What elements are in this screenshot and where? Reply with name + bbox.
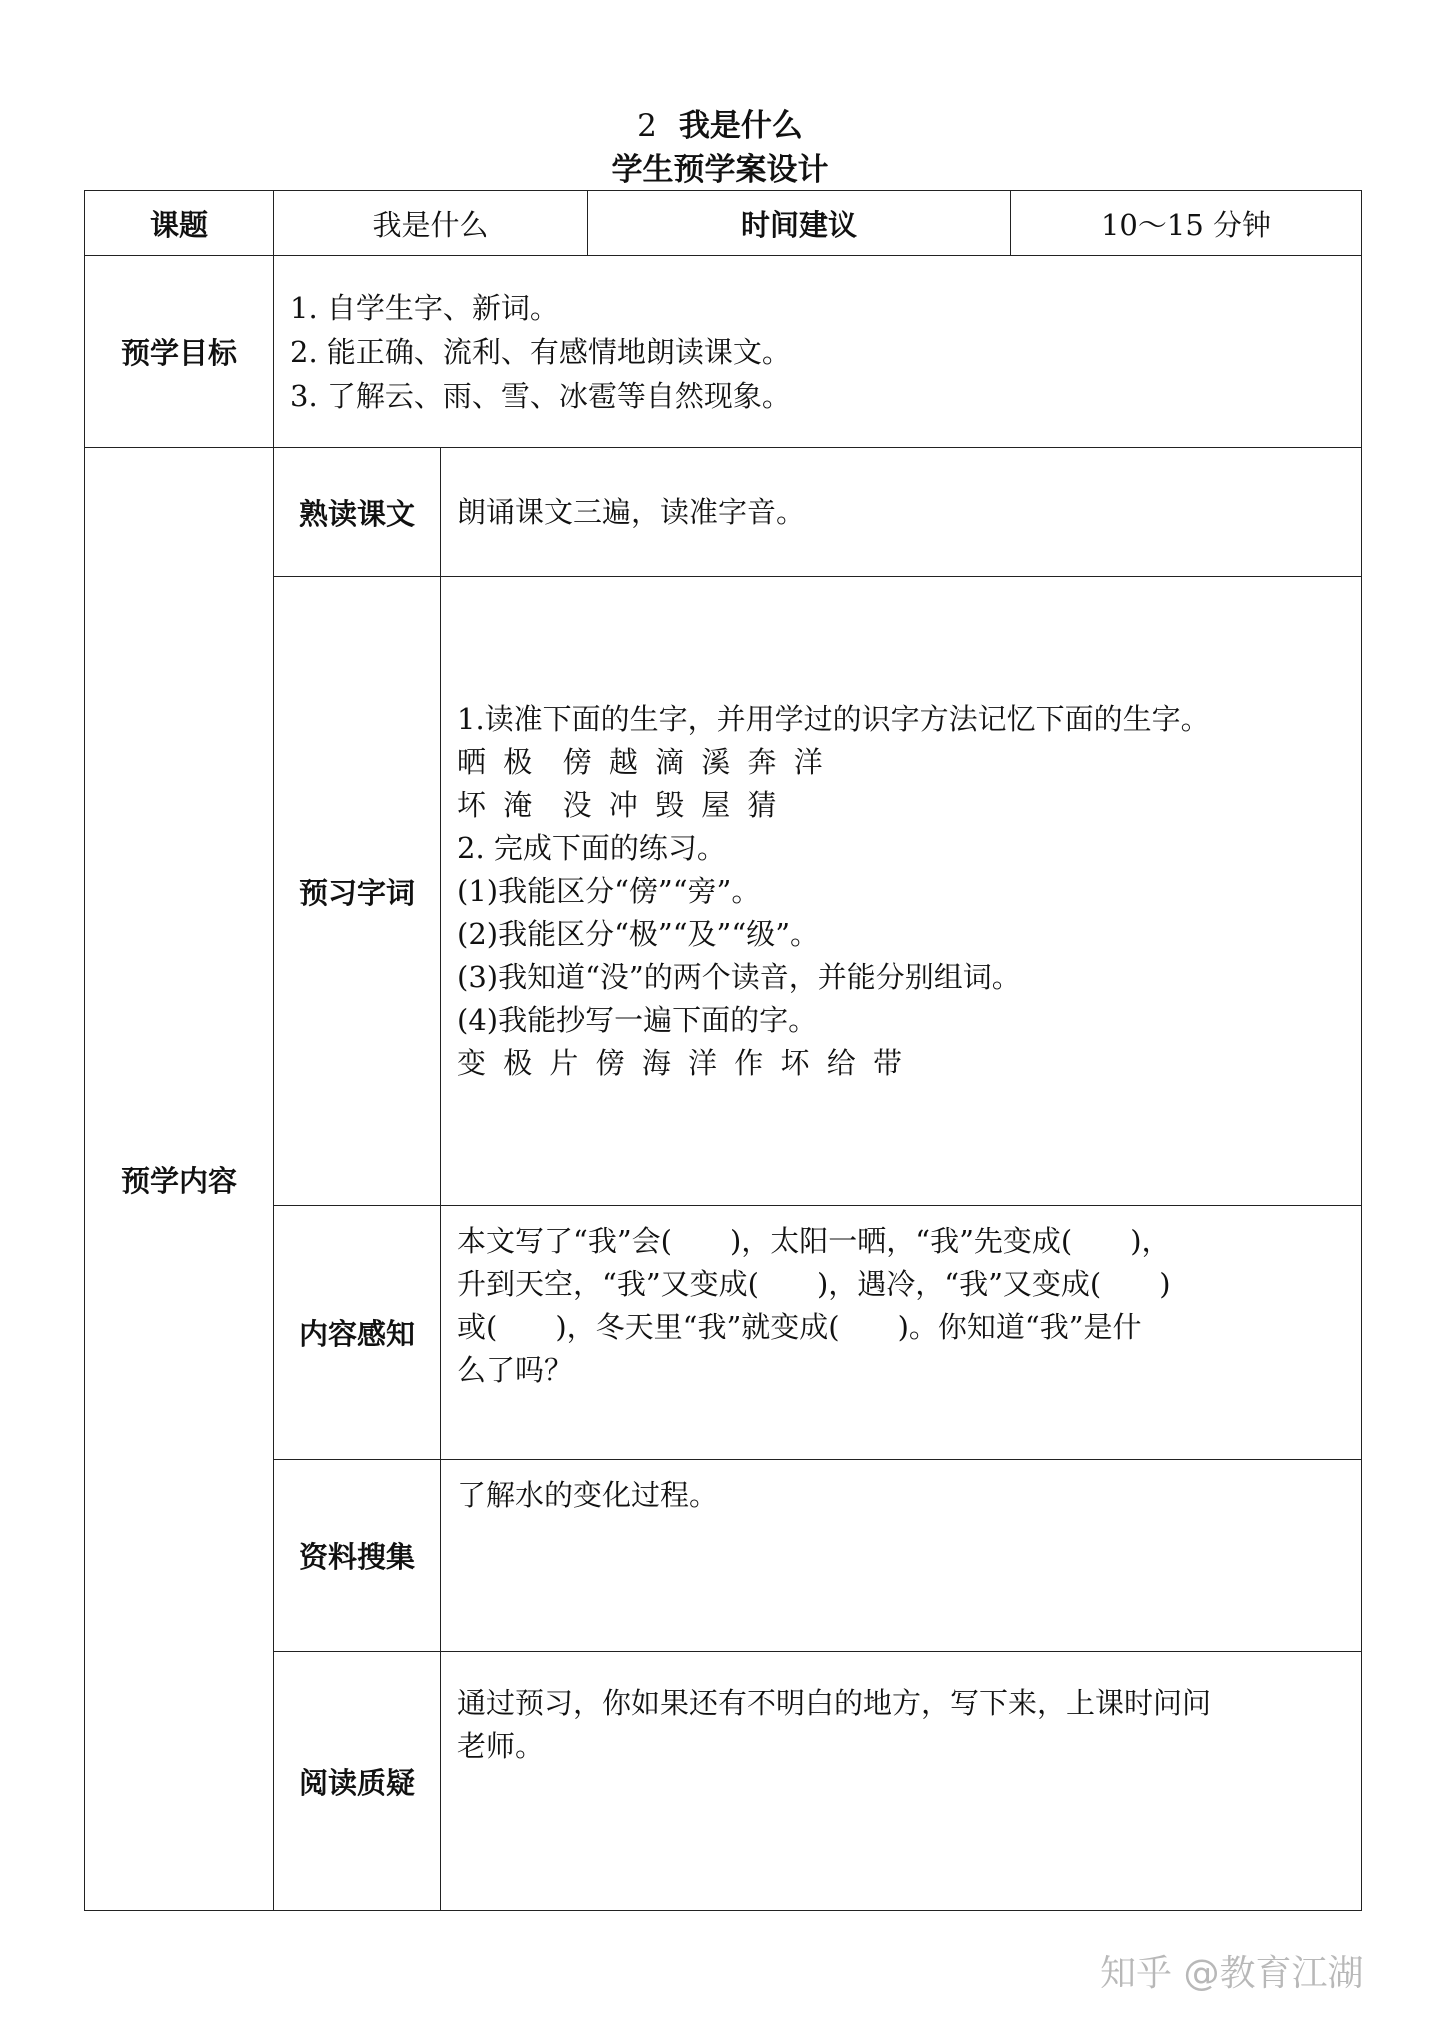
questions-line: 老师。 — [457, 1729, 545, 1763]
preview-words-label: 预习字词 — [273, 576, 441, 1206]
document-subtitle: 学生预学案设计 — [611, 152, 829, 188]
questions-label: 阅读质疑 — [273, 1651, 441, 1911]
comprehension-line: 么了吗？ — [457, 1353, 574, 1387]
preview-line: (1)我能区分“傍”“旁”。 — [457, 873, 761, 908]
questions-line: 通过预习，你如果还有不明白的地方，写下来，上课时问问 — [457, 1686, 1212, 1720]
topic-label: 课题 — [84, 190, 274, 256]
goal-item: 2. 能正确、流利、有感情地朗读课文。 — [290, 335, 791, 369]
comprehension-content — [440, 1205, 1362, 1460]
preview-line: 2. 完成下面的练习。 — [457, 830, 726, 865]
questions-content — [440, 1651, 1362, 1911]
watermark: 知乎 @教育江湖 — [1100, 1953, 1364, 1994]
research-text: 了解水的变化过程。 — [457, 1478, 719, 1512]
preview-line: (4)我能抄写一遍下面的字。 — [457, 1002, 818, 1037]
comprehension-line: 或( )，冬天里“我”就变成( )。你知道“我”是什 — [457, 1310, 1142, 1344]
read-aloud-text — [440, 447, 1362, 577]
read-aloud-label: 熟读课文 — [273, 447, 441, 577]
preview-line: (3)我知道“没”的两个读音，并能分别组词。 — [457, 959, 1021, 994]
goal-item: 1. 自学生字、新词。 — [290, 291, 559, 325]
time-value: 10～15 分钟 — [1010, 190, 1362, 256]
comprehension-label: 内容感知 — [273, 1205, 441, 1460]
comprehension-line: 本文写了“我”会( )，太阳一晒，“我”先变成( )， — [457, 1224, 1171, 1258]
lesson-name: 我是什么 — [678, 108, 803, 144]
read-aloud-instruction: 朗诵课文三遍，读准字音。 — [457, 494, 806, 529]
preview-words-content — [440, 576, 1362, 1206]
preview-line: 1.读准下面的生字，并用学过的识字方法记忆下面的生字。 — [457, 701, 1210, 736]
time-label: 时间建议 — [587, 190, 1011, 256]
preview-worksheet-table — [84, 190, 1362, 1911]
content-section-label: 预学内容 — [84, 447, 274, 1911]
research-label: 资料搜集 — [273, 1459, 441, 1652]
document-title — [0, 104, 1440, 192]
goals-label: 预学目标 — [84, 255, 274, 448]
character-row: 变 极 片 傍 海 洋 作 坏 给 带 — [457, 1045, 906, 1080]
character-row: 坏 淹 没 冲 毁 屋 猜 — [457, 787, 781, 822]
topic-value: 我是什么 — [273, 190, 588, 256]
lesson-title — [0, 104, 1440, 148]
lesson-number: 2 — [637, 108, 657, 144]
character-row: 晒 极 傍 越 滴 溪 奔 洋 — [457, 744, 827, 779]
preview-line: (2)我能区分“极”“及”“级”。 — [457, 916, 820, 951]
comprehension-line: 升到天空，“我”又变成( )，遇冷，“我”又变成( ) — [457, 1267, 1171, 1301]
research-content — [440, 1459, 1362, 1652]
goals-list — [273, 255, 1362, 448]
goal-item: 3. 了解云、雨、雪、冰雹等自然现象。 — [290, 379, 791, 413]
